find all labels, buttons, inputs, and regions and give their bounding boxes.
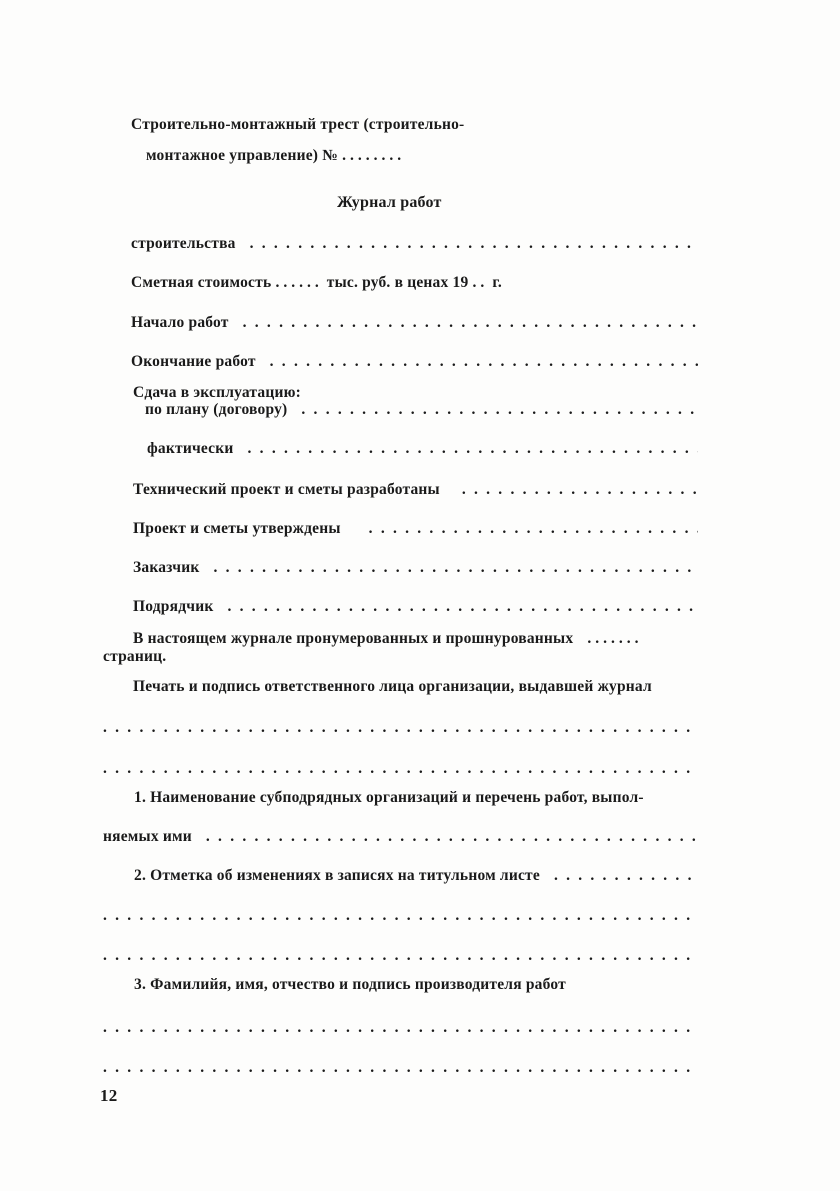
contractor-field xyxy=(133,598,698,616)
header-line-2-text: монтажное управление) № xyxy=(146,147,339,164)
pages-note-text: В настоящем журнале пронумерованных и прошнурованных xyxy=(133,630,574,647)
approved-field xyxy=(133,520,698,538)
fill-line xyxy=(214,559,699,577)
journal-title: Журнал работ xyxy=(337,194,442,211)
fill-line xyxy=(250,235,698,253)
fill-line xyxy=(227,598,698,616)
estimated-cost-field xyxy=(131,274,502,292)
end-field xyxy=(131,353,698,371)
by-plan-label: по плану (договору) xyxy=(145,401,288,418)
by-plan-field xyxy=(145,401,698,419)
blank-line xyxy=(103,1019,698,1037)
seal-note: Печать и подпись ответственного лица организации, выдавшей журнал xyxy=(133,678,652,695)
header-line-1: Строительно-монтажный трест (строительно- xyxy=(131,116,465,133)
pages-note-line-2: страниц. xyxy=(103,648,167,665)
construction-label: строительства xyxy=(131,235,236,252)
approved-label: Проект и сметы утверждены xyxy=(133,520,341,537)
cost-label: Сметная стоимость xyxy=(131,274,272,291)
actual-field xyxy=(147,440,698,458)
page-number: 12 xyxy=(100,1086,118,1105)
tech-project-field xyxy=(133,481,698,499)
fill-line xyxy=(206,828,698,846)
blank-line xyxy=(103,947,698,965)
blank-line xyxy=(103,1059,698,1077)
section-1-label: няемых ими xyxy=(103,828,192,845)
section-2-label: 2. Отметка об изменениях в записях на титульном листе xyxy=(134,867,540,884)
fill-line xyxy=(301,401,698,419)
blank-line xyxy=(103,760,698,778)
tech-project-label: Технический проект и сметы разработаны xyxy=(133,481,440,498)
commissioning-label: Сдача в эксплуатацию: xyxy=(133,384,302,401)
pages-count-dots: ....... xyxy=(587,630,643,647)
cost-dots: ...... xyxy=(275,274,323,291)
construction-field xyxy=(131,235,698,253)
customer-label: Заказчик xyxy=(133,559,200,576)
actual-label: фактически xyxy=(147,440,234,457)
blank-line xyxy=(103,719,698,737)
fill-line xyxy=(554,867,698,885)
start-field xyxy=(131,314,698,332)
header-line-2 xyxy=(146,147,405,165)
end-label: Окончание работ xyxy=(131,353,256,370)
fill-line xyxy=(243,314,698,332)
section-2 xyxy=(134,867,698,885)
customer-field xyxy=(133,559,698,577)
section-1-line-1: 1. Наименование субподрядных организаций и перечень работ, выпол- xyxy=(134,789,644,806)
section-3: 3. Фамилийя, имя, отчество и подпись производителя работ xyxy=(134,976,566,993)
trust-number-dots: ........ xyxy=(342,147,406,164)
fill-line xyxy=(369,520,698,538)
start-label: Начало работ xyxy=(131,314,229,331)
pages-note-line-1 xyxy=(133,630,643,648)
blank-line xyxy=(103,907,698,925)
fill-line xyxy=(248,440,698,458)
cost-mid: тыс. руб. в ценах 19 xyxy=(326,274,469,291)
cost-end: г. xyxy=(492,274,502,291)
fill-line xyxy=(270,353,698,371)
section-1-line-2 xyxy=(103,828,698,846)
fill-line xyxy=(462,481,698,499)
year-dots: .. xyxy=(472,274,489,291)
contractor-label: Подрядчик xyxy=(133,598,214,615)
